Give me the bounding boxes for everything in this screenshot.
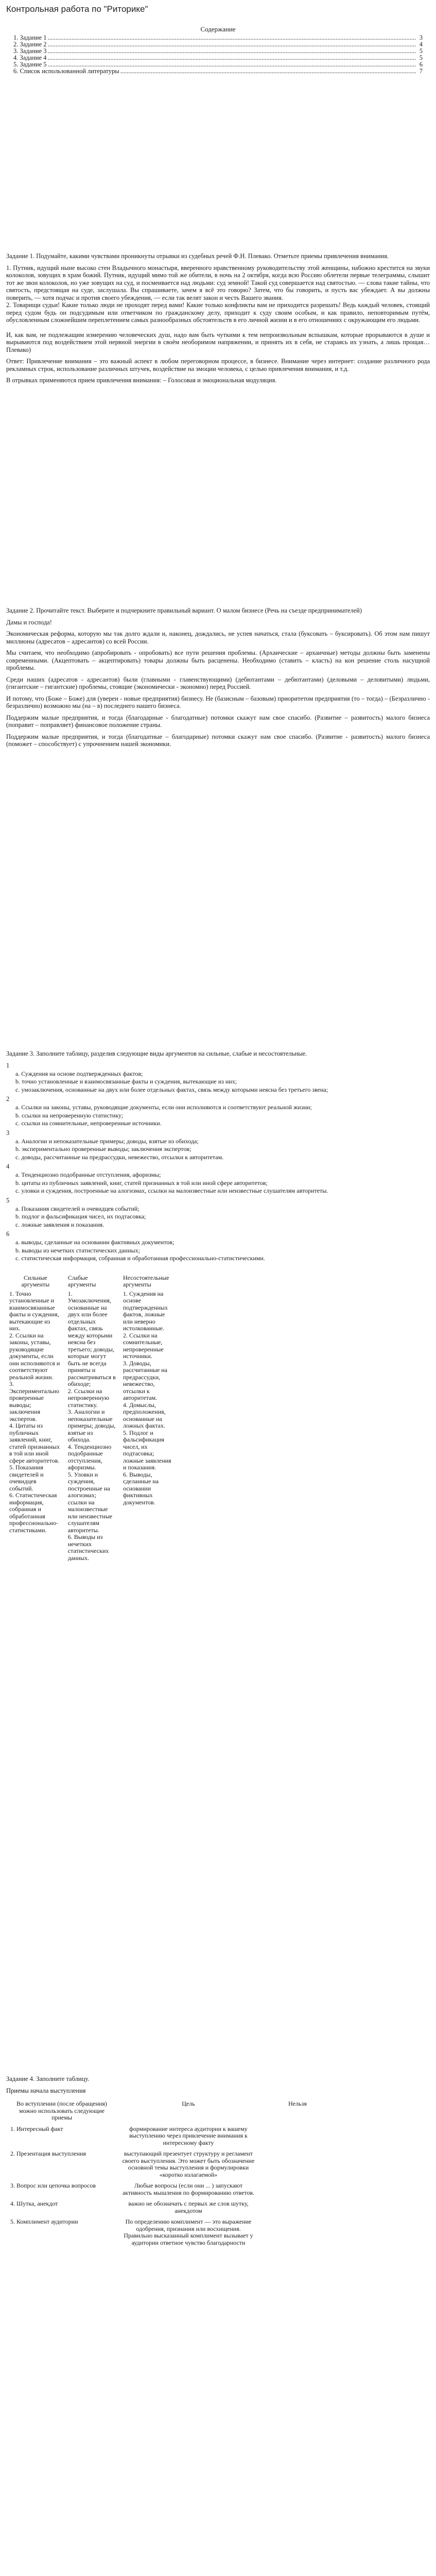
- task-2-paragraph: Мы считаем, что необходимо (апробировать - опробовать) все пути решения проблемы. (Архаические – архаичные) методы должны быть заменены современными. (Акцептовать – акцептировать) товары должны быть расценены. Необходимо (ставить – класть) на кон решение столь насущной проблемы.: [6, 649, 430, 671]
- table-row: [6, 2124, 336, 2149]
- toc-leader: [48, 48, 416, 55]
- toc-item[interactable]: [13, 48, 423, 55]
- arguments-table: [6, 1275, 176, 1562]
- table-cell-strong: [6, 1291, 65, 1562]
- argument-item: c. доводы, рассчитанные на предрассудки, невежество, отсылки к авторитетам.: [15, 1153, 224, 1161]
- technique-cell: 2. Презентация выступления: [10, 2150, 86, 2157]
- toc-item[interactable]: [13, 35, 423, 41]
- toc-leader: [48, 35, 416, 41]
- task-1-section: [6, 252, 430, 388]
- goal-cell: формирование интереса аудитории к вашему выступлению через привлечение внимания к интересному факту: [129, 2125, 248, 2146]
- toc-item-label: 2. Задание 2: [13, 41, 47, 48]
- argument-group-number: 2: [6, 1095, 10, 1103]
- toc-item-page: 4: [419, 41, 423, 48]
- argument-group: [6, 1172, 430, 1195]
- column-header: Слабые аргументы: [67, 1274, 96, 1288]
- technique-cell: 4. Шутка, анекдот: [10, 2200, 58, 2207]
- toc-item-page: 6: [419, 61, 423, 68]
- task-2-paragraph: Поддержим малые предприятия, и тогда (благодарные - благодатные) потомки скажут нам свое спасибо. (Развитие – развитость) малого бизнеса (поправит – поправляет) финансовое положение страны.: [6, 714, 430, 728]
- argument-item: c. умозаключения, основанные на двух или более отдельных фактах, связь между которыми неясна без третьего звена;: [15, 1086, 328, 1093]
- cell-item: 1. Умозаключения, основанные на двух или более отдельных фактах, связь между которыми неясна без третьего; доводы, которые могут быть не всегда приняты и рассматриваться в обиходе;: [67, 1290, 116, 1387]
- cell-item: 1. Точно установленные и взаимосвязанные факты и суждения, вытекающие из них.: [9, 1290, 59, 1332]
- goal-cell: важно не обозначать с первых же слов шутку, анекдотом: [128, 2200, 249, 2214]
- toc-item[interactable]: [13, 55, 423, 61]
- task-4-subheading: Приемы начала выступления: [6, 2087, 86, 2094]
- task-4-heading: Задание 4. Заполните таблицу.: [6, 2075, 90, 2082]
- document-page: [0, 4, 436, 2576]
- task-2-greeting: Дамы и господа!: [6, 618, 52, 626]
- toc-item-label: 1. Задание 1: [13, 34, 47, 41]
- toc-leader: [120, 68, 416, 75]
- forbid-cell: [259, 2148, 336, 2180]
- task-2-paragraph: Поддержим малые предприятия, и тогда (благодатные – благодарные) потомки скажут нам свое спасибо. (Развитие - развитость) малого бизнеса (поможет – способствует) с упрочнением нашей экономики.: [6, 733, 430, 748]
- toc-item[interactable]: [13, 41, 423, 48]
- cell-item: 1. Суждения на основе подтвержденных фактов, ложные или неверно истолкованные.: [123, 1290, 168, 1332]
- table-row: [6, 1291, 176, 1562]
- toc-item-label: 6. Список использованной литературы: [13, 67, 119, 75]
- table-cell-invalid: [120, 1291, 176, 1562]
- forbid-cell: [259, 2216, 336, 2248]
- goal-cell: Любые вопросы (если они ... ) запускают активность мышления по формированию ответов.: [122, 2182, 255, 2196]
- task-2-heading: Задание 2. Прочитайте текст. Выберите и подчеркните правильный вариант. О малом бизнесе (Речь на съезде предпринимателей): [6, 607, 362, 614]
- cell-item: 2. Ссылки на сомнительные, непроверенные источники.: [123, 1331, 164, 1360]
- toc-item-label: 5. Задание 5: [13, 61, 47, 68]
- cell-item: 6. Выводы, сделанные на основании фиктивных документов.: [123, 1470, 159, 1506]
- page-title: Контрольная работа по "Риторике": [6, 4, 148, 14]
- argument-item: а. Суждения на основе подтвержденных фактов;: [15, 1070, 143, 1077]
- toc-item-page: 5: [419, 54, 423, 61]
- cell-item: 3. Доводы, рассчитанные на предрассудки, невежество, отсылки к авторитетам.: [123, 1359, 167, 1401]
- argument-item: b. экспериментально проверенные выводы; заключения экспертов;: [15, 1145, 191, 1153]
- argument-item: c. статистическая информация, собранная и обработанная профессионально-статистическими.: [15, 1255, 265, 1262]
- argument-group-number: 4: [6, 1163, 10, 1170]
- toc-heading: Содержание: [200, 25, 236, 33]
- task-2-paragraph: И потому, что (Боже – Боже) для (уверен - новые предприятия) бизнесу. Не (базисным – базовым) приоритетом предприятия (то – тогда) – (Безразлично - безразлично) возможно мы (на – в) последнего нашего бизнеса.: [6, 694, 430, 709]
- argument-group: [6, 1071, 430, 1094]
- argument-group-number: 1: [6, 1061, 10, 1069]
- task-1-paragraph: В отрывках применяются прием привлечения внимания: – Голосовая и эмоциональная модуляция.: [6, 377, 277, 384]
- argument-item: b. точно установленные и взаимосвязанные факты и суждения, вытекающие из них;: [15, 1078, 237, 1085]
- argument-item: b. выводы из нечетких статистических данных;: [15, 1246, 140, 1254]
- cell-item: 3. Экспериментально проверенные выводы; заключения экспертов.: [9, 1380, 59, 1422]
- forbid-cell: [259, 2198, 336, 2216]
- table-row: [6, 2180, 336, 2198]
- openings-table: [6, 2098, 336, 2248]
- cell-item: 4. Тенденциозно подобранные отступления, афоризмы.: [67, 1443, 112, 1471]
- argument-item: c. ссылки на сомнительные, непроверенные источники.: [15, 1120, 162, 1127]
- task-2-paragraph: Экономическая реформа, которую мы так долго ждали и, наконец, дождались, не успев начаться, стала (буксовать – буксировать). Об этом нам пишут миллионы (адресатов – адресантов) со всей России.: [6, 630, 430, 645]
- cell-item: 4. Цитаты из публичных заявлений, книг, статей признанных в той или иной сфере авторитетов.: [9, 1422, 60, 1464]
- column-header: Нельзя: [288, 2100, 307, 2107]
- task-3-section: [6, 1050, 430, 1562]
- toc-list: [13, 35, 423, 75]
- toc-item-page: 3: [419, 34, 423, 41]
- cell-item: 6. Выводы из нечетких статистических данных.: [67, 1533, 109, 1562]
- task-1-paragraph: И, как вам, не подлежащим измерению человеческих душ, надо вам быть чуткими к тем непроизвольным вспышкам, которые прорываются в душе и вырываются под воздействием этой нервной энергии в своём необоримом напряжении, и принять их в себя, не стараясь их узнать, а лишь прощая… Плевако): [6, 331, 430, 353]
- table-row: [6, 2216, 336, 2248]
- technique-cell: 3. Вопрос или цепочка вопросов: [10, 2182, 96, 2189]
- toc-item[interactable]: [13, 68, 423, 75]
- cell-item: 5. Подлог и фальсификация чисел, их подтасовка; ложные заявления и показания.: [123, 1429, 171, 1471]
- argument-group-number: 5: [6, 1196, 10, 1204]
- task-2-paragraph: Среди наших (адресатов - адресантов) были (главными - главенствующими) (дебютантами – дебютантами) (деловыми – деловитыми) людьми, (гигантские – гигантские) проблемы, стоящие (экономически - экономно) перед Россией.: [6, 675, 430, 690]
- toc-item-page: 7: [419, 67, 423, 75]
- task-1-quote: 1. Путник, идущий ныне высоко стен Владычного монастыря, вверенного нравственному руководительству этой женщины, набожно крестится на звуки колоколов, зовущих в храм божий. Путник, идущий мимо той же обители, в ночь на 2 октября, когда всю Россию облетели первые телеграммы, слышит тот же звон колоколов, но уже зовущих на суд, и посмеивается над людьми: суд земной! Такой суд совершается над святостью. — слова такие тайны, что святость, предстоящая на суде, заслушала. Вы спрашиваете, зачем я всё это говорю? Затем, что бы говорить, и пусть вас убеждает. А вы должны поверить, — хотя подчас и против своего убеждения, — если так велят закон и честь Вашего звания. 2. Товарищи судьи! Какие только люди не проходят перед вами! Какие только конфликты вам не приходится разрешать! Ведь каждый человек, стоящий перед судом будь он подсудимым или ответчиком по гражданскому делу, приходит к суду своим особым, и как правило, неповторимым путём, обусловленным сложнейшим переплетением самых разнообразных обстоятельств в его личной жизни и в его отношениях с окружающим его людьми.: [6, 264, 430, 324]
- column-header: Цель: [182, 2100, 195, 2107]
- column-header: Во вступлении (после обращения) можно использовать следующие приемы: [16, 2100, 107, 2121]
- cell-item: 5. Показания свидетелей и очевидцев событий.: [9, 1464, 44, 1492]
- forbid-cell: [259, 2180, 336, 2198]
- argument-item: а. Аналогии и непоказательные примеры; доводы, взятые из обихода;: [15, 1137, 199, 1145]
- toc-leader: [48, 41, 416, 48]
- technique-cell: 1. Интересный факт: [10, 2125, 63, 2132]
- argument-item: а. Ссылки на законы, уставы, руководящие документы, если они исполняются и соответствуют реальной жизни;: [15, 1104, 312, 1111]
- toc-item-label: 4. Задание 4: [13, 54, 47, 61]
- column-header: Сильные аргументы: [21, 1274, 50, 1288]
- argument-item: а. выводы, сделанные на основании фактивных документов;: [15, 1239, 175, 1246]
- cell-item: 5. Уловки и суждения, построенные на алогизмах; ссылки на малоизвестные или неизвестные слушателям авторитеты.: [67, 1470, 113, 1534]
- argument-group-number: 3: [6, 1129, 10, 1137]
- toc-item-label: 3. Задание 3: [13, 47, 47, 55]
- task-3-heading: Задание 3. Заполните таблицу, разделив следующие виды аргументов на сильные, слабые и несостоятельные.: [6, 1050, 307, 1057]
- technique-cell: 5. Комплимент аудитории: [10, 2218, 78, 2225]
- task-1-heading: Задание 1. Подумайте, какими чувствами проникнуты отрывки из судебных речей Ф.Н. Плевако. Отметьте приемы привлечения внимания.: [6, 252, 389, 260]
- argument-group: [6, 1206, 430, 1229]
- argument-item: b. подлог и фальсификация чисел, их подтасовка;: [15, 1213, 146, 1220]
- argument-item: b. ссылки на непроверенную статистику;: [15, 1111, 124, 1119]
- table-row: [6, 2198, 336, 2216]
- task-4-section: [6, 2075, 430, 2248]
- column-header: Несостоятельные аргументы: [123, 1274, 169, 1288]
- table-header-row: [6, 2098, 336, 2124]
- goal-cell: По определению комплимент — это выражение одобрения, признания или восхищения. Правильно высказанный комплимент вызывает у аудитории ответное чувство благодарности: [124, 2218, 253, 2246]
- goal-cell: выступающий презентует структуру и регламент своего выступления. Это может быть обозначение основной темы выступления и формулировки «коротко излагаемой»: [122, 2150, 255, 2178]
- argument-item: c. уловки и суждения, построенные на алогизмах, ссылки на малоизвестные или неизвестные слушателям авторитеты.: [15, 1187, 328, 1194]
- task-1-paragraph: Ответ: Привлечение внимания – это важный аспект в любом переговорном процессе, в бизнесе. Внимание через интернет: создание различного рода рекламных строк, использование различных штучек, воздействие на эмоции человека, с целью привлечения внимания, и т.д.: [6, 358, 430, 372]
- cell-item: 4. Домыслы, предположения, основанные на ложных фактах.: [123, 1401, 166, 1429]
- task-2-section: [6, 607, 430, 752]
- argument-item: а. Тенденциозно подобранные отступления, афоризмы;: [15, 1171, 161, 1178]
- argument-group: [6, 1138, 430, 1161]
- cell-item: 2. Ссылки на законы, уставы, руководящие документы, если они исполняются и соответствуют реальной жизни.: [9, 1331, 60, 1381]
- argument-item: а. Показания свидетелей и очевидцев событий;: [15, 1205, 139, 1212]
- table-header-row: [6, 1275, 176, 1291]
- argument-item: b. цитаты из публичных заявлений, книг, статей признанных в той или иной сфере авторитетов;: [15, 1179, 268, 1187]
- cell-item: 2. Ссылки на непроверенную статистику.: [67, 1387, 109, 1409]
- argument-group: [6, 1104, 430, 1127]
- cell-item: 3. Аналогии и непоказательные примеры; доводы, взятые из обихода.: [67, 1408, 116, 1443]
- table-cell-weak: [65, 1291, 120, 1562]
- argument-group-number: 6: [6, 1230, 10, 1238]
- argument-group: [6, 1239, 430, 1262]
- table-row: [6, 2148, 336, 2180]
- cell-item: 6. Статистическая информация, собранная и обработанная профессионально-статистиками.: [9, 1492, 58, 1534]
- toc-leader: [48, 55, 416, 61]
- forbid-cell: [259, 2124, 336, 2149]
- table-of-contents: [6, 26, 430, 75]
- toc-item-page: 5: [419, 47, 423, 55]
- argument-item: c. ложные заявления и показания.: [15, 1221, 104, 1228]
